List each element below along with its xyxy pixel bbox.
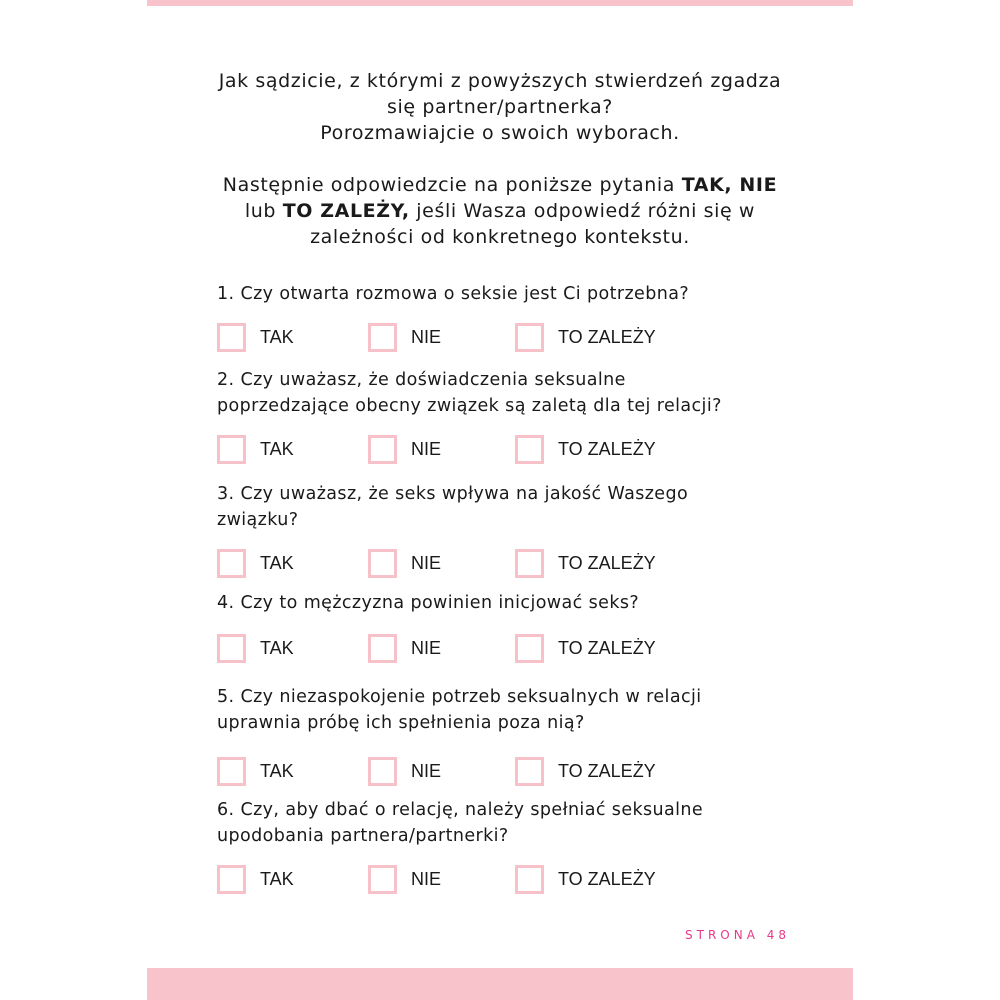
question-1 (217, 281, 817, 307)
option-nie[interactable] (368, 864, 441, 894)
checkbox[interactable] (217, 757, 246, 786)
option-tak[interactable] (217, 548, 294, 578)
intro-line: Porozmawiajcie o swoich wyborach. (320, 122, 680, 144)
option-label: NIE (411, 637, 442, 658)
question-6 (217, 797, 817, 849)
question-4 (217, 590, 817, 616)
option-label: NIE (411, 552, 442, 573)
intro-line: się partner/partnerka? (387, 96, 613, 118)
intro-instructions (160, 68, 840, 250)
intro-line (160, 198, 840, 224)
checkbox[interactable] (368, 549, 397, 578)
bottom-decorative-bar (147, 968, 853, 1000)
option-label: NIE (411, 326, 442, 347)
question-text: 4. Czy to mężczyzna powinien inicjować seks? (217, 593, 640, 613)
checkbox[interactable] (368, 757, 397, 786)
checkbox[interactable] (515, 549, 544, 578)
option-label: NIE (411, 868, 442, 889)
intro-text: jeśli Wasza odpowiedź różni się w (409, 200, 756, 222)
question-5 (217, 684, 817, 736)
checkbox[interactable] (515, 634, 544, 663)
option-label: TO ZALEŻY (558, 438, 656, 459)
option-label: TAK (260, 326, 294, 347)
answer-options-3 (217, 548, 777, 578)
option-to-zalezy[interactable] (515, 864, 656, 894)
question-text: 1. Czy otwarta rozmowa o seksie jest Ci potrzebna? (217, 284, 690, 304)
option-tak[interactable] (217, 756, 294, 786)
question-text: upodobania partnera/partnerki? (217, 826, 509, 846)
option-label: TO ZALEŻY (558, 760, 656, 781)
checkbox[interactable] (217, 435, 246, 464)
answer-options-4 (217, 633, 777, 663)
option-nie[interactable] (368, 633, 441, 663)
intro-emphasis: TAK, NIE (681, 174, 778, 196)
option-tak[interactable] (217, 864, 294, 894)
option-label: TAK (260, 552, 294, 573)
question-3 (217, 481, 817, 533)
option-label: TO ZALEŻY (558, 552, 656, 573)
option-nie[interactable] (368, 434, 441, 464)
checkbox[interactable] (515, 323, 544, 352)
option-nie[interactable] (368, 322, 441, 352)
intro-text: lub (244, 200, 283, 222)
option-tak[interactable] (217, 322, 294, 352)
option-to-zalezy[interactable] (515, 322, 656, 352)
question-text: 3. Czy uważasz, że seks wpływa na jakość Waszego (217, 484, 689, 504)
checkbox[interactable] (368, 435, 397, 464)
checkbox[interactable] (515, 757, 544, 786)
option-nie[interactable] (368, 756, 441, 786)
option-to-zalezy[interactable] (515, 548, 656, 578)
question-text: uprawnia próbę ich spełnienia poza nią? (217, 713, 585, 733)
intro-text: Następnie odpowiedzcie na poniższe pytania (222, 174, 682, 196)
question-text: 6. Czy, aby dbać o relację, należy spełniać seksualne (217, 800, 704, 820)
question-text: poprzedzające obecny związek są zaletą dla tej relacji? (217, 396, 722, 416)
option-nie[interactable] (368, 548, 441, 578)
question-text: 2. Czy uważasz, że doświadczenia seksualne (217, 370, 626, 390)
intro-emphasis: TO ZALEŻY, (282, 200, 410, 222)
checkbox[interactable] (368, 323, 397, 352)
option-to-zalezy[interactable] (515, 633, 656, 663)
checkbox[interactable] (368, 865, 397, 894)
option-label: TAK (260, 637, 294, 658)
checkbox[interactable] (217, 323, 246, 352)
option-tak[interactable] (217, 434, 294, 464)
answer-options-5 (217, 756, 777, 786)
intro-line (160, 172, 840, 198)
option-label: TO ZALEŻY (558, 326, 656, 347)
option-tak[interactable] (217, 633, 294, 663)
option-label: NIE (411, 438, 442, 459)
page-number: STRONA 48 (685, 928, 790, 942)
checkbox[interactable] (217, 634, 246, 663)
question-text: związku? (217, 510, 299, 530)
option-label: NIE (411, 760, 442, 781)
checkbox[interactable] (515, 435, 544, 464)
checkbox[interactable] (217, 865, 246, 894)
option-to-zalezy[interactable] (515, 434, 656, 464)
question-2 (217, 367, 817, 419)
checkbox[interactable] (217, 549, 246, 578)
top-decorative-bar (147, 0, 853, 6)
option-to-zalezy[interactable] (515, 756, 656, 786)
option-label: TAK (260, 438, 294, 459)
question-text: 5. Czy niezaspokojenie potrzeb seksualnych w relacji (217, 687, 702, 707)
checkbox[interactable] (368, 634, 397, 663)
answer-options-1 (217, 322, 777, 352)
option-label: TO ZALEŻY (558, 637, 656, 658)
option-label: TAK (260, 868, 294, 889)
intro-line: zależności od konkretnego kontekstu. (310, 226, 690, 248)
option-label: TO ZALEŻY (558, 868, 656, 889)
option-label: TAK (260, 760, 294, 781)
checkbox[interactable] (515, 865, 544, 894)
answer-options-6 (217, 864, 777, 894)
intro-line: Jak sądzicie, z którymi z powyższych stwierdzeń zgadza (218, 70, 782, 92)
answer-options-2 (217, 434, 777, 464)
